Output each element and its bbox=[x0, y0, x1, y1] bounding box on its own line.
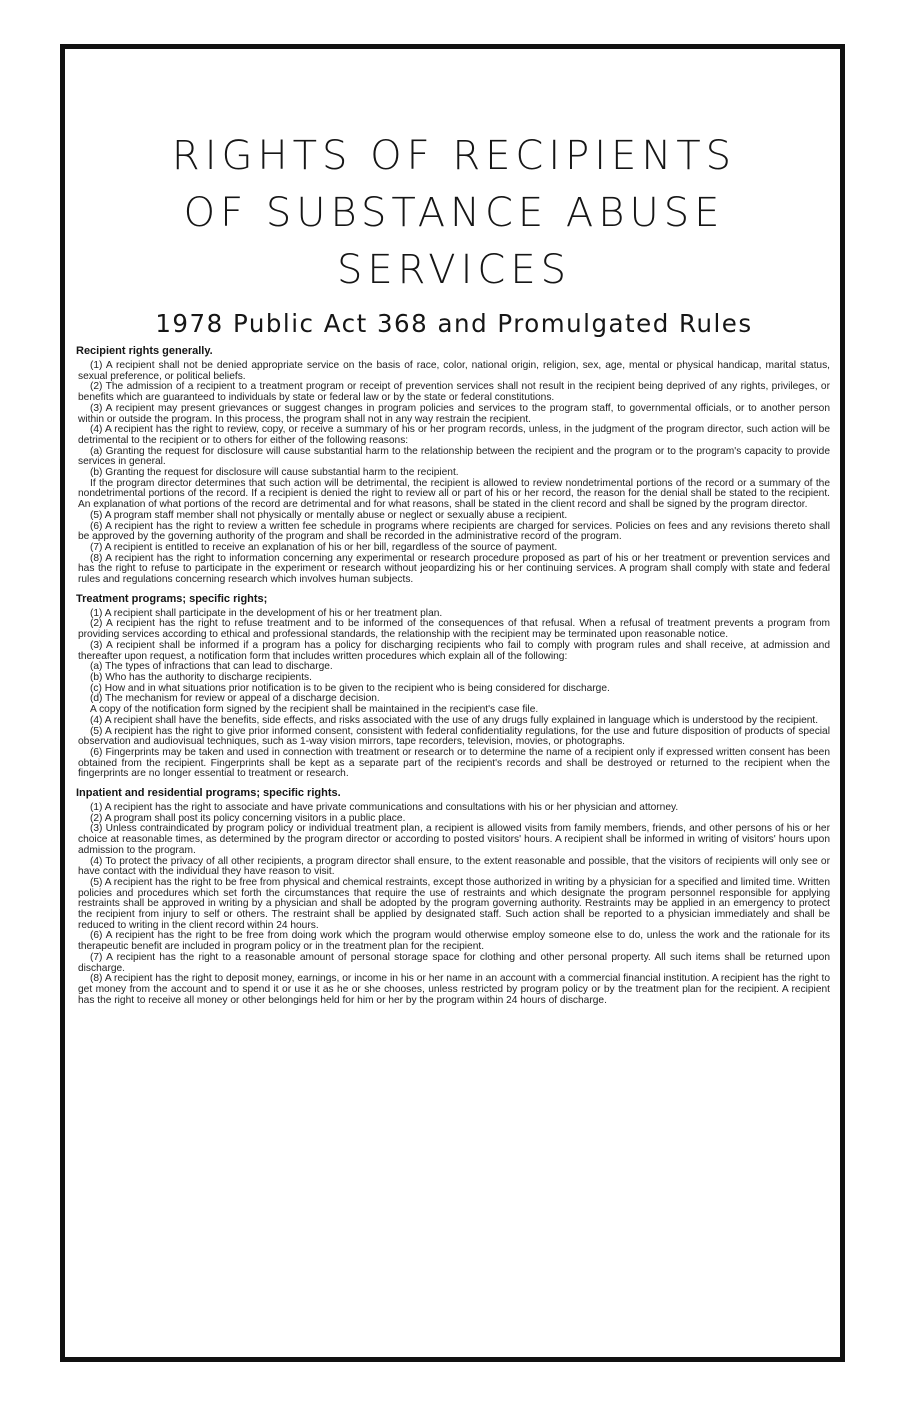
paragraph: A copy of the notification form signed by the recipient shall be maintained in the recipient's case file. bbox=[90, 704, 539, 716]
section-inpatient-residential bbox=[78, 786, 830, 1006]
paragraph: (4) A recipient has the right to review, copy, or receive a summary of his or her program records, unless, in the judgment of the program director, such action will be detrimental to the recipient or to others for either of the following reasons: bbox=[78, 424, 830, 446]
section-treatment-programs bbox=[78, 592, 830, 780]
section-recipient-rights-generally bbox=[78, 344, 830, 586]
paragraph: (a) The types of infractions that can lead to discharge. bbox=[90, 661, 333, 673]
paragraph: (1) A recipient has the right to associate and have private communications and consultations with his or her physician and attorney. bbox=[90, 802, 679, 814]
section-heading: Treatment programs; specific rights; bbox=[76, 592, 268, 605]
poster-content bbox=[78, 60, 830, 1006]
paragraph: (b) Who has the authority to discharge recipients. bbox=[90, 671, 312, 683]
poster-title bbox=[78, 128, 830, 299]
paragraph: (2) The admission of a recipient to a treatment program or receipt of prevention services shall not result in the recipient being deprived of any rights, privileges, or benefits which are guaranteed to individuals by state or federal law or by the state or federal constitutions. bbox=[78, 381, 830, 404]
section-heading: Inpatient and residential programs; specific rights. bbox=[76, 787, 341, 800]
paragraph: (7) A recipient is entitled to receive an explanation of his or her bill, regardless of the source of payment. bbox=[90, 541, 558, 553]
paragraph: (8) A recipient has the right to information concerning any experimental or research procedure proposed as part of his or her treatment or prevention services and has the right to refuse to participate in the experiment or research without jeopardizing his or her continuing services. A program shall comply with state and federal rules and regulations concerning research which involves human subjects. bbox=[78, 552, 830, 586]
paragraph: (5) A program staff member shall not physically or mentally abuse or neglect or sexually abuse a recipient. bbox=[90, 509, 568, 521]
title-line-3: SERVICES bbox=[336, 247, 572, 293]
paragraph: (6) A recipient has the right to be free from doing work which the program would otherwise employ someone else to do, unless the work and the rationale for its therapeutic benefit are included in program policy or in the treatment plan for the recipient. bbox=[78, 930, 830, 953]
paragraph: (d) The mechanism for review or appeal of a discharge decision. bbox=[90, 693, 380, 705]
poster-subtitle: 1978 Public Act 368 and Promulgated Rules bbox=[155, 309, 753, 338]
paragraph: (c) How and in what situations prior notification is to be given to the recipient who is being considered for discharge. bbox=[90, 682, 610, 694]
paragraph: (3) A recipient may present grievances or suggest changes in program policies and services to the program staff, to governmental officials, or to another person within or outside the program. In this process, the program shall not in any way restrain the recipient. bbox=[78, 402, 830, 425]
paragraph: (a) Granting the request for disclosure will cause substantial harm to the relationship between the recipient and the program or to the program's capacity to provide services in general. bbox=[78, 445, 830, 468]
paragraph: (2) A program shall post its policy concerning visitors in a public place. bbox=[90, 812, 406, 824]
paragraph: (2) A recipient has the right to refuse treatment and to be informed of the consequences of that refusal. When a refusal of treatment prevents a program from providing services according to ethical and professional standards, the relationship with the recipient may be terminated upon reasonable notice. bbox=[78, 618, 830, 641]
paragraph: (1) A recipient shall not be denied appropriate service on the basis of race, color, national origin, religion, sex, age, mental or physical handicap, marital status, sexual preference, or political beliefs. bbox=[78, 360, 830, 382]
paragraph: (4) To protect the privacy of all other recipients, a program director shall ensure, to the extent reasonable and possible, that the visitors of recipients will only see or have contact with the individual they have reason to visit. bbox=[78, 855, 830, 878]
paragraph: (5) A recipient has the right to be free from physical and chemical restraints, except those authorized in writing by a physician for a specified and limited time. Written policies and procedures which set forth the circumstances that require the use of restraints and which designate the program personnel responsible for applying restraints shall be approved in writing by a physician and shall be adopted by the program governing authority. Restraints may be applied in an emergency to protect the recipient from injury to self or others. The restraint shall be applied by designated staff. Such action shall be reported to a physician immediately and shall be reduced to writing in the client record within 24 hours. bbox=[78, 876, 830, 931]
paragraph: (b) Granting the request for disclosure will cause substantial harm to the recipient. bbox=[90, 467, 459, 479]
paragraph: If the program director determines that such action will be detrimental, the recipient is allowed to review nondetrimental portions of the record or a summary of the nondetrimental portions of the record. If a recipient is denied the right to review all or part of his or her record, the reason for the denial shall be stated to the recipient. An explanation of what portions of the record are detrimental and for what reasons, shall be stated in the client record and shall be signed by the program director. bbox=[78, 477, 830, 511]
paragraph: (8) A recipient has the right to deposit money, earnings, or income in his or her name in an account with a commercial financial institution. A recipient has the right to get money from the account and to spend it or use it as he or she chooses, unless restricted by program policy or by the treatment plan for the recipient. A recipient has the right to receive all money or other belongings held for him or her by the program within 24 hours of discharge. bbox=[78, 973, 830, 1006]
paragraph: (3) A recipient shall be informed if a program has a policy for discharging recipients who fail to comply with program rules and shall receive, at admission and thereafter upon request, a notification form that includes written procedures which explain all of the following: bbox=[78, 639, 830, 662]
title-line-1: RIGHTS OF RECIPIENTS bbox=[171, 133, 737, 179]
paragraph: (6) Fingerprints may be taken and used in connection with treatment or research or to determine the name of a recipient only if expressed written consent has been obtained from the recipient. Fingerprints shall be kept as a separate part of the recipient's records and shall be destroyed or returned to the recipient when the fingerprints are no longer essential to treatment or research. bbox=[78, 746, 830, 780]
paragraph: (3) Unless contraindicated by program policy or individual treatment plan, a recipient is allowed visits from family members, friends, and other persons of his or her choice at reasonable times, as determined by the program director or according to posted visitors' hours. A recipient shall be informed in writing of visitors' hours upon admission to the program. bbox=[78, 823, 830, 856]
paragraph: (7) A recipient has the right to a reasonable amount of personal storage space for clothing and other personal property. All such items shall be returned upon discharge. bbox=[78, 951, 830, 974]
paragraph: (6) A recipient has the right to review a written fee schedule in programs where recipients are charged for services. Policies on fees and any revisions thereto shall be approved by the governing authority of the program and shall be recorded in the administrative record of the program. bbox=[78, 520, 830, 543]
paragraph: (5) A recipient has the right to give prior informed consent, consistent with federal confidentiality regulations, for the use and future disposition of products of special observation and audiovisual techniques, such as 1-way vision mirrors, tape recorders, television, movies, or photographs. bbox=[78, 725, 830, 748]
title-line-2: OF SUBSTANCE ABUSE bbox=[183, 190, 725, 236]
paragraph: (1) A recipient shall participate in the development of his or her treatment plan. bbox=[90, 607, 443, 619]
section-heading: Recipient rights generally. bbox=[76, 345, 213, 357]
paragraph: (4) A recipient shall have the benefits, side effects, and risks associated with the use of any drugs fully explained in language which is understood by the recipient. bbox=[90, 714, 819, 726]
